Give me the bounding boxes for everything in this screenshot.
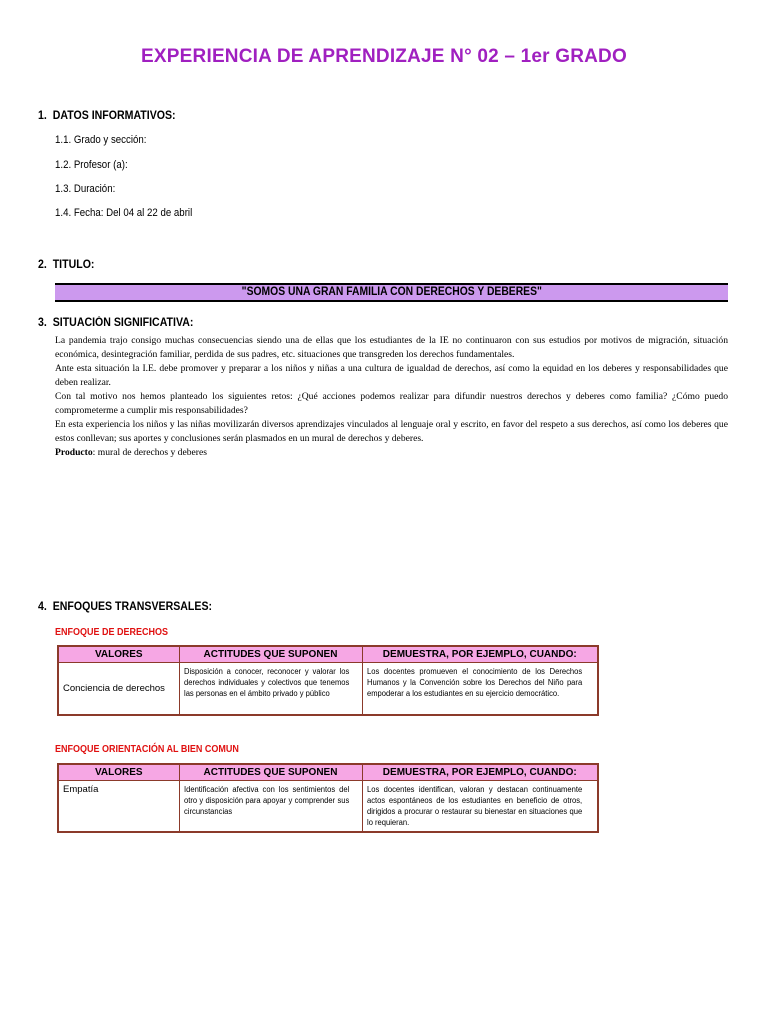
section-situacion-heading bbox=[38, 317, 193, 329]
valor-cell: Conciencia de derechos bbox=[58, 663, 179, 715]
demuestra-cell bbox=[362, 781, 598, 833]
section-label: TITULO: bbox=[52, 259, 95, 271]
titulo-text: "SOMOS UNA GRAN FAMILIA CON DERECHOS Y DEBERES" bbox=[241, 286, 542, 298]
actitud-text: Identificación afectiva con los sentimientos del otro y disposición para apoyar y comprender sus circunstancias bbox=[183, 785, 349, 816]
situacion-paragraph: Con tal motivo nos hemos planteado los siguientes retos: ¿Qué acciones podemos realizar para difundir nuestros derechos y deberes como familia? ¿Cómo puedo comprometerme a cumplir mis responsabilidades? bbox=[55, 391, 728, 416]
header-demuestra: DEMUESTRA, POR EJEMPLO, CUANDO: bbox=[362, 646, 598, 663]
situacion-paragraph: La pandemia trajo consigo muchas consecuencias siendo una de ellas que los estudiantes de la IE no continuaron con sus estudios por motivos de migración, situación económica, desintegración familiar, perdida de sus padres, etc. situaciones que transgreden los derechos fundamentales. bbox=[55, 335, 728, 360]
section-label: ENFOQUES TRANSVERSALES: bbox=[52, 601, 213, 613]
section-label: DATOS INFORMATIVOS: bbox=[52, 110, 176, 122]
header-valores: VALORES bbox=[58, 764, 179, 781]
actitud-text: Disposición a conocer, reconocer y valorar los derechos individuales y colectivos que tenemos las personas en el ámbito privado y público bbox=[183, 667, 349, 698]
actitud-cell bbox=[179, 663, 362, 715]
section-number: 4. bbox=[38, 601, 47, 613]
valor-cell: Empatía bbox=[58, 781, 179, 833]
section-titulo-heading bbox=[38, 259, 94, 271]
producto-text: : mural de derechos y deberes bbox=[92, 447, 207, 458]
datos-fecha: 1.4. Fecha: Del 04 al 22 de abril bbox=[55, 207, 193, 219]
header-actitudes: ACTITUDES QUE SUPONEN bbox=[179, 646, 362, 663]
datos-grado: 1.1. Grado y sección: bbox=[55, 134, 147, 146]
datos-profesor: 1.2. Profesor (a): bbox=[55, 159, 128, 171]
situacion-text bbox=[55, 334, 728, 460]
producto-label: Producto bbox=[55, 447, 93, 458]
demuestra-text: Los docentes promueven el conocimiento de los Derechos Humanos y la Convención sobre los Derechos del Niño para empoderar a los estudiantes en su ejercicio democrático. bbox=[366, 667, 582, 698]
demuestra-cell bbox=[362, 663, 598, 715]
header-valores: VALORES bbox=[58, 646, 179, 663]
section-number: 1. bbox=[38, 110, 47, 122]
actitud-cell bbox=[179, 781, 362, 833]
document-title: EXPERIENCIA DE APRENDIZAJE N° 02 – 1er GRADO bbox=[141, 46, 627, 67]
datos-duracion: 1.3. Duración: bbox=[55, 183, 116, 195]
enfoque-bien-comun-table bbox=[57, 763, 599, 833]
demuestra-text: Los docentes identifican, valoran y destacan continuamente actos espontáneos de los estudiantes en beneficio de otros, dirigidos a procurar o restaurar su bienestar en situaciones que lo requieran. bbox=[366, 785, 582, 827]
section-number: 2. bbox=[38, 259, 47, 271]
situacion-paragraph: En esta experiencia los niños y las niñas movilizarán diversos aprendizajes vinculados al lenguaje oral y escrito, en favor del respeto a sus derechos, así como los deberes que estos conllevan; sus aportes y conclusiones serán plasmados en un mural de derechos y deberes. bbox=[55, 419, 728, 444]
section-enfoques-heading bbox=[38, 601, 212, 613]
header-demuestra: DEMUESTRA, POR EJEMPLO, CUANDO: bbox=[362, 764, 598, 781]
section-label: SITUACIÓN SIGNIFICATIVA: bbox=[52, 317, 194, 329]
enfoque-derechos-table bbox=[57, 645, 599, 716]
enfoque-bien-comun-label: ENFOQUE ORIENTACIÓN AL BIEN COMUN bbox=[55, 744, 239, 755]
producto-line bbox=[55, 446, 728, 460]
section-number: 3. bbox=[38, 317, 47, 329]
enfoque-derechos-label: ENFOQUE DE DERECHOS bbox=[55, 627, 169, 638]
header-actitudes: ACTITUDES QUE SUPONEN bbox=[179, 764, 362, 781]
titulo-band bbox=[55, 283, 728, 302]
section-datos-heading bbox=[38, 110, 176, 122]
situacion-paragraph: Ante esta situación la I.E. debe promover y preparar a los niños y niñas a una cultura de igualdad de derechos, así como la equidad en los deberes y responsabilidades que deben realizar. bbox=[55, 363, 728, 388]
